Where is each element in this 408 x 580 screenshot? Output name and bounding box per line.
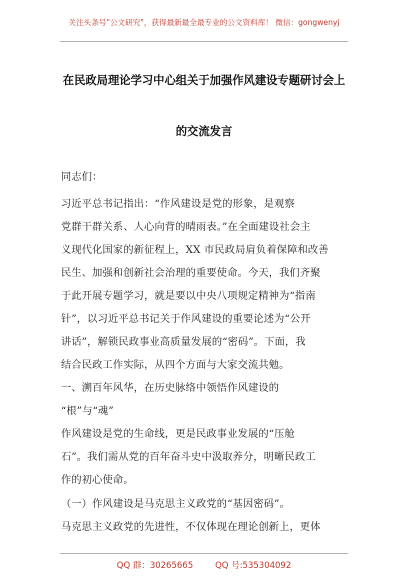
body-line-salutation: 同志们： xyxy=(61,172,103,183)
body-line: 于此开展专题学习，就是要以中央八项规定精神为“指南 xyxy=(61,291,316,302)
body-line: 讲话”，解锁民政事业高质量发展的“密码”。下面，我 xyxy=(61,337,306,348)
footer-divider xyxy=(60,553,348,554)
header-promo-note: 关注头条号"公文研究"，获得最新最全最专业的公文资料库！ 微信：gongwenyj xyxy=(68,18,340,27)
body-line: 针”，以习近平总书记关于作风建设的重要论述为“公开 xyxy=(61,314,311,325)
body-line: 结合民政工作实际，从四个方面与大家交流共勉。 xyxy=(61,360,290,371)
body-line: 石”。我们需从党的百年奋斗史中汲取养分，明晰民政工 xyxy=(61,452,316,463)
body-line: 作风建设是党的生命线，更是民政事业发展的“压舱 xyxy=(61,429,295,440)
body-line: 党群干群关系、人心向背的晴雨表。”在全面建设社会主 xyxy=(61,222,311,233)
section-heading-line: 一、溯百年风华，在历史脉络中领悟作风建设的 xyxy=(61,383,280,394)
body-line: 习近平总书记指出：“作风建设是党的形象，是观察 xyxy=(61,199,295,210)
footer-qq-group: QQ 群：30265665 xyxy=(116,561,194,571)
footer-contact xyxy=(0,559,408,571)
header-divider xyxy=(60,41,348,42)
document-title-line-1: 在民政局理论学习中心组关于加强作风建设专题研讨会上 xyxy=(62,74,346,87)
body-line: 义现代化国家的新征程上，XX 市民政局肩负着保障和改善 xyxy=(61,245,329,256)
section-heading-line: “根”与“魂” xyxy=(61,406,114,417)
document-title-line-2: 的交流发言 xyxy=(175,125,233,138)
subsection-heading-line: （一）作风建设是马克思主义政党的“基因密码”。 xyxy=(61,499,290,510)
body-line: 作的初心使命。 xyxy=(61,475,134,486)
body-line: 民生、加强和创新社会治理的重要使命。今天，我们齐聚 xyxy=(61,268,321,279)
body-line: 马克思主义政党的先进性，不仅体现在理论创新上，更体 xyxy=(61,522,321,533)
footer-qq-number: QQ 号:535304092 xyxy=(215,561,292,571)
